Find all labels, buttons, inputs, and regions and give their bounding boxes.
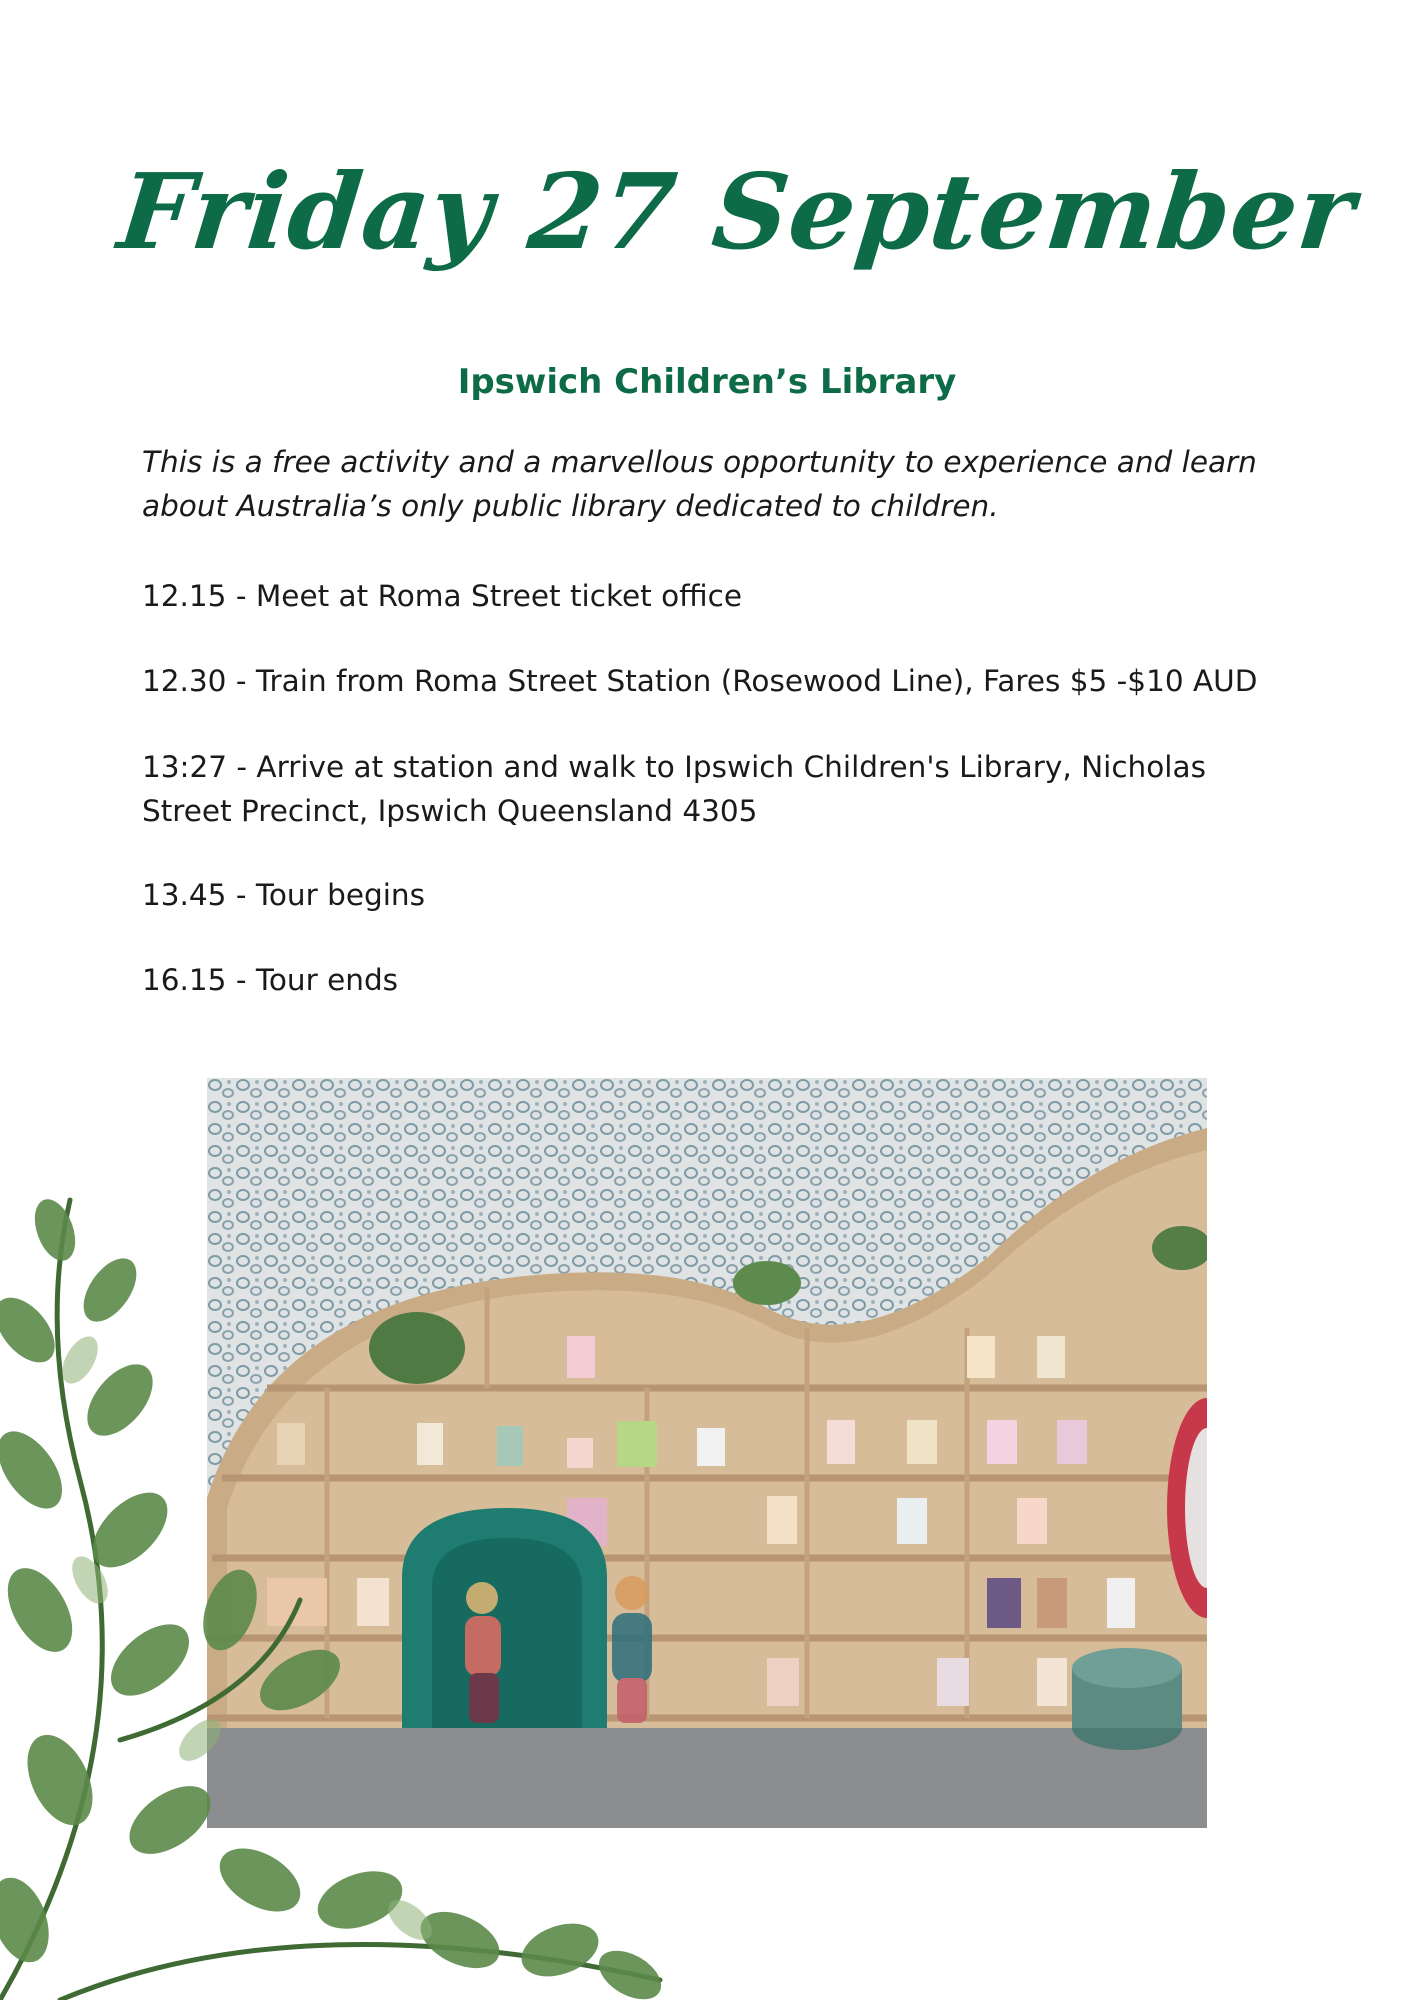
schedule-item: 13:27 - Arrive at station and walk to Ipswich Children's Library, Nicholas Street Precinct, Ipswich Queensland 4305 xyxy=(142,750,1206,828)
page-title: Friday 27 September xyxy=(113,150,1361,273)
library-photo xyxy=(207,1078,1207,1828)
library-heading: Ipswich Children’s Library xyxy=(457,362,957,402)
schedule-item: 16.15 - Tour ends xyxy=(142,963,399,997)
schedule-item: 12.30 - Train from Roma Street Station (Rosewood Line), Fares $5 -$10 AUD xyxy=(142,664,1258,698)
schedule-item: 12.15 - Meet at Roma Street ticket office xyxy=(142,579,743,613)
intro-text: This is a free activity and a marvellous opportunity to experience and learn about Australia’s only public library dedicated to children. xyxy=(142,445,1257,523)
library-interior-illustration xyxy=(207,1078,1207,1828)
schedule-item: 13.45 - Tour begins xyxy=(142,878,425,912)
